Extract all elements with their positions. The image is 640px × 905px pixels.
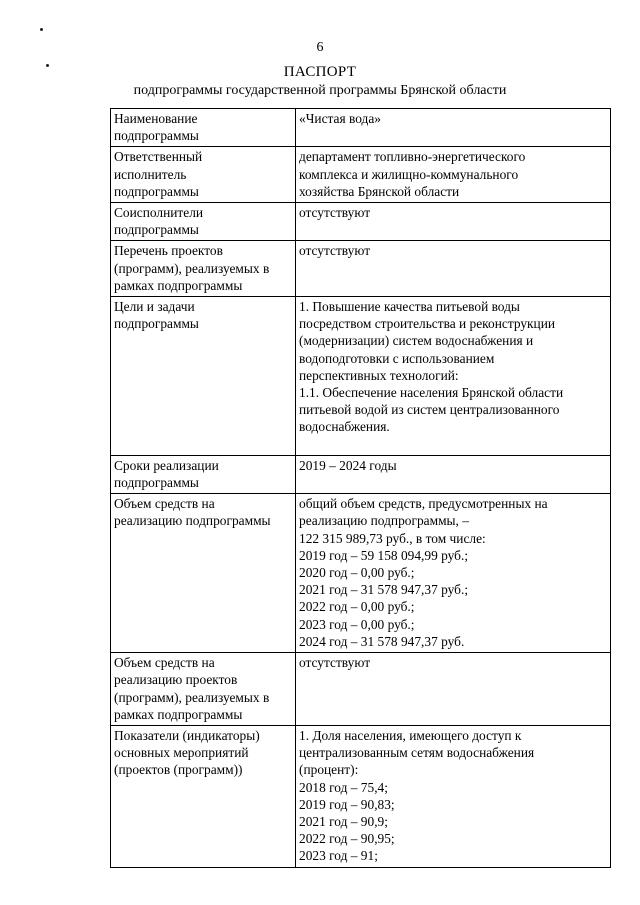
row-value-cell: [296, 203, 611, 241]
row-label-line: исполнитель: [114, 166, 187, 182]
row-label-cell: [111, 455, 296, 493]
table-row: [111, 203, 611, 241]
table-row: [111, 455, 611, 493]
row-label-cell: [111, 653, 296, 726]
row-value-cell: [296, 241, 611, 297]
row-value-line: 1. Доля населения, имеющего доступ к: [299, 727, 522, 743]
row-label-line: подпрограммы: [114, 128, 199, 144]
table-row: [111, 147, 611, 203]
row-value-line: «Чистая вода»: [299, 111, 381, 126]
row-label-line: рамках подпрограммы: [114, 706, 243, 722]
row-value-line: 2019 год – 59 158 094,99 руб.;: [299, 547, 469, 563]
row-value-line: (процент):: [299, 762, 359, 778]
row-label-line: подпрограммы: [114, 222, 199, 238]
row-value-line: 2024 год – 31 578 947,37 руб.: [299, 633, 465, 649]
row-value-line: отсутствуют: [299, 655, 371, 671]
row-label-cell: [111, 147, 296, 203]
row-value-line: 2020 год – 0,00 руб.;: [299, 565, 415, 581]
table-row: [111, 297, 611, 456]
row-value-line: 2023 год – 91;: [299, 848, 378, 864]
row-label-line: Показатели (индикаторы): [114, 727, 260, 743]
passport-table-body: [111, 109, 611, 868]
row-value-line: 2018 год – 75,4;: [299, 779, 388, 795]
row-value-line: общий объем средств, предусмотренных на: [299, 496, 548, 512]
row-value-line: водоподготовки с использованием: [299, 350, 495, 366]
row-label-line: Ответственный: [114, 149, 203, 165]
document-subtitle: подпрограммы государственной программы Брянской области: [133, 83, 507, 98]
row-value-cell: [296, 494, 611, 653]
row-value-line: реализацию подпрограммы, –: [299, 513, 469, 529]
table-row: [111, 653, 611, 726]
row-label-line: подпрограммы: [114, 475, 199, 491]
table-row: [111, 494, 611, 653]
row-value-line: [299, 436, 607, 453]
row-label-line: Наименование: [114, 111, 198, 126]
row-value-cell: [296, 109, 611, 147]
row-value-line: посредством строительства и реконструкции: [299, 316, 556, 332]
row-value-line: перспективных технологий:: [299, 367, 459, 383]
row-value-line: 2019 – 2024 годы: [299, 457, 397, 473]
row-value-line: хозяйства Брянской области: [299, 183, 460, 199]
row-value-line: 2023 год – 0,00 руб.;: [299, 616, 415, 632]
document-title: ПАСПОРТ: [283, 64, 357, 80]
table-row: [111, 241, 611, 297]
row-label-line: Объем средств на: [114, 496, 215, 512]
row-value-line: централизованным сетям водоснабжения: [299, 745, 535, 761]
row-label-line: реализацию проектов: [114, 672, 238, 688]
row-label-cell: [111, 297, 296, 456]
row-label-line: Цели и задачи: [114, 299, 195, 315]
row-value-line: водоснабжения.: [299, 419, 390, 435]
row-value-cell: [296, 725, 611, 867]
row-label-line: рамках подпрограммы: [114, 277, 243, 293]
row-label-cell: [111, 203, 296, 241]
row-value-line: 122 315 989,73 руб., в том числе:: [299, 530, 486, 546]
row-label-line: основных мероприятий: [114, 745, 249, 761]
row-label-cell: [111, 241, 296, 297]
row-value-cell: [296, 653, 611, 726]
row-value-line: департамент топливно-энергетического: [299, 149, 526, 165]
row-value-line: 1. Повышение качества питьевой воды: [299, 299, 520, 315]
row-label-line: подпрограммы: [114, 316, 199, 332]
row-value-line: 1.1. Обеспечение населения Брянской области: [299, 385, 564, 401]
row-value-line: (модернизации) систем водоснабжения и: [299, 333, 534, 349]
row-label-line: подпрограммы: [114, 183, 199, 199]
row-value-cell: [296, 147, 611, 203]
scan-speck: [40, 28, 43, 31]
row-label-cell: [111, 494, 296, 653]
row-label-line: (программ), реализуемых в: [114, 260, 270, 276]
row-label-cell: [111, 109, 296, 147]
row-value-line: отсутствуют: [299, 205, 371, 221]
row-label-line: Соисполнители: [114, 205, 204, 221]
row-value-line: питьевой водой из систем централизованного: [299, 402, 560, 418]
row-label-line: (проектов (программ)): [114, 762, 243, 778]
row-label-cell: [111, 725, 296, 867]
row-value-cell: [296, 297, 611, 456]
page-number: 6: [316, 40, 324, 55]
table-row: [111, 109, 611, 147]
row-value-line: комплекса и жилищно-коммунального: [299, 166, 519, 182]
row-value-line: 2021 год – 31 578 947,37 руб.;: [299, 582, 469, 598]
row-label-line: Объем средств на: [114, 655, 215, 671]
row-value-cell: [296, 455, 611, 493]
row-value-line: 2022 год – 90,95;: [299, 831, 395, 847]
row-value-line: отсутствуют: [299, 243, 371, 259]
table-row: [111, 725, 611, 867]
row-value-line: 2022 год – 0,00 руб.;: [299, 599, 415, 615]
row-label-line: реализацию подпрограммы: [114, 513, 271, 529]
row-label-line: Сроки реализации: [114, 457, 219, 473]
row-value-line: 2019 год – 90,83;: [299, 796, 395, 812]
passport-table: [110, 108, 611, 868]
row-value-line: 2021 год – 90,9;: [299, 813, 388, 829]
row-label-line: Перечень проектов: [114, 243, 223, 259]
row-label-line: (программ), реализуемых в: [114, 689, 270, 705]
